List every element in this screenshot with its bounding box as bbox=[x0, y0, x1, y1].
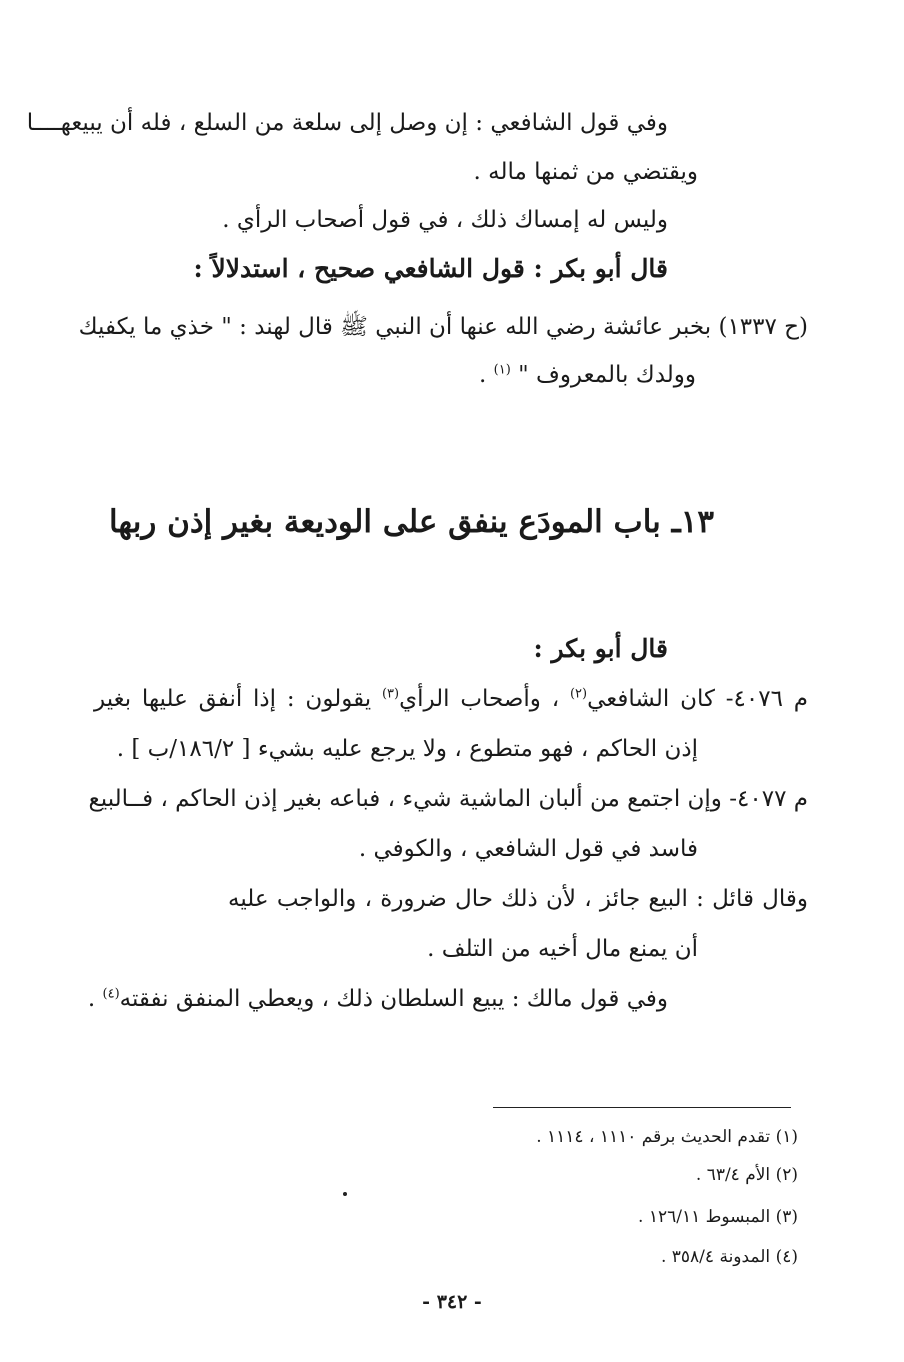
text-line: وفي قول الشافعي : إن وصل إلى سلعة من السلع ، فله أن يبيعهــــا bbox=[26, 110, 668, 136]
text-line: ويقتضي من ثمنها ماله . bbox=[473, 159, 698, 185]
text-line: إذن الحاكم ، فهو متطوع ، ولا يرجع عليه بشيء [ ١٨٦/٢/ب ] . bbox=[116, 736, 698, 762]
text-line: وفي قول مالك : يبيع السلطان ذلك ، ويعطي المنفق نفقته$^{(٤)}$ . bbox=[87, 986, 668, 1012]
section-intro: قال أبو بكر : قول الشافعي صحيح ، استدلالاً : bbox=[193, 254, 668, 283]
page-number: - ٣٤٢ - bbox=[422, 1291, 482, 1313]
text-line: وليس له إمساك ذلك ، في قول أصحاب الرأي . bbox=[222, 207, 668, 233]
text-line: وولدك بالمعروف " $^{(١)}$ . bbox=[479, 362, 696, 388]
footnote-3: (٣) المبسوط ١٢٦/١١ . bbox=[638, 1207, 798, 1227]
section-intro: قال أبو بكر : bbox=[533, 634, 668, 663]
footnote-ref: (٣) bbox=[381, 686, 400, 702]
footnote-ref: (٤) bbox=[102, 986, 120, 1002]
footnote-ref: (٢) bbox=[569, 686, 588, 702]
footnote-separator bbox=[493, 1107, 791, 1108]
text-line: فاسد في قول الشافعي ، والكوفي . bbox=[358, 836, 698, 862]
stray-dot bbox=[343, 1192, 347, 1196]
masala-4077-line: م ٤٠٧٧- وإن اجتمع من ألبان الماشية شيء ، فباعه بغير إذن الحاكم ، فــالبيع bbox=[88, 786, 808, 812]
footnote-ref: (١) bbox=[493, 362, 511, 378]
footnote-4: (٤) المدونة ٣٥٨/٤ . bbox=[660, 1247, 798, 1267]
chapter-heading: ١٣ـ باب المودَع ينفق على الوديعة بغير إذن ربها bbox=[108, 504, 714, 540]
footnote-2: (٢) الأم ٦٣/٤ . bbox=[695, 1165, 798, 1185]
hadith-line: (ح ١٣٣٧) بخبر عائشة رضي الله عنها أن النبي ﷺ قال لهند : " خذي ما يكفيك bbox=[78, 314, 808, 340]
text-line: أن يمنع مال أخيه من التلف . bbox=[427, 936, 698, 962]
masala-4076-line: م ٤٠٧٦- كان الشافعي$^{(٢)}$ ، وأصحاب الرأي$^{(٣)}$ يقولون : إذا أنفق عليها بغير bbox=[94, 686, 809, 712]
footnote-1: (١) تقدم الحديث برقم ١١١٠ ، ١١١٤ . bbox=[536, 1127, 798, 1147]
text-line: وقال قائل : البيع جائز ، لأن ذلك حال ضرورة ، والواجب عليه bbox=[228, 886, 808, 912]
